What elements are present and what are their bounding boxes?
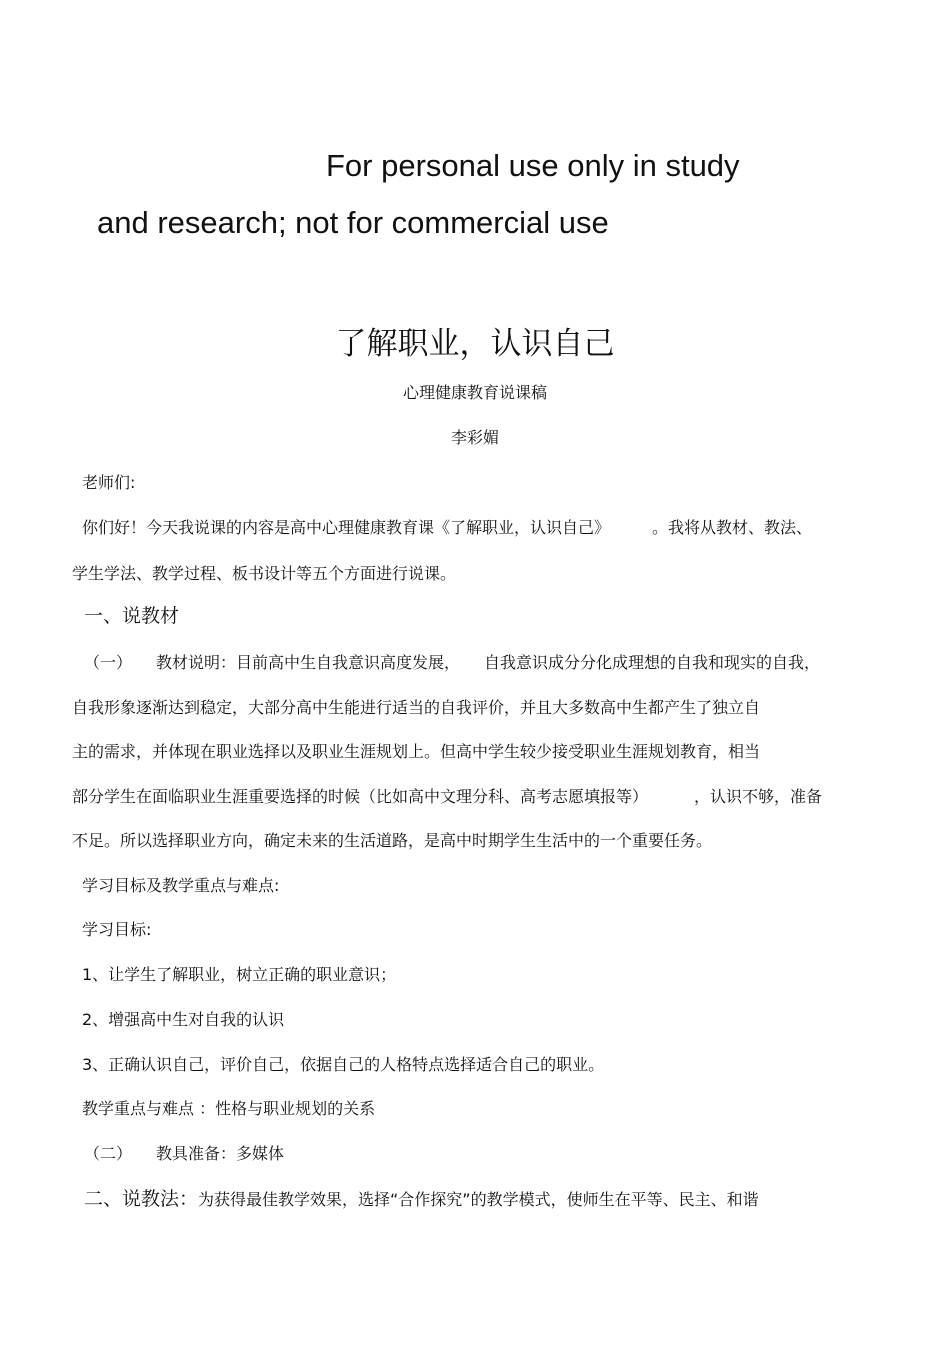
goals-heading: 学习目标及教学重点与难点: (82, 876, 280, 895)
greeting: 老师们: (82, 473, 136, 492)
intro-line-1 (82, 515, 812, 538)
item-2-marker: （二） (84, 1144, 133, 1163)
item-1-line-4-part-a: 部分学生在面临职业生涯重要选择的时候（比如高中文理分科、高考志愿填报等） (72, 787, 649, 806)
section-2-heading: 二、说教法： (84, 1188, 199, 1210)
section-1-item-1-line-5: 不足。所以选择职业方向，确定未来的生活道路，是高中时期学生生活中的一个重要任务。 (72, 831, 713, 850)
document-title: 了解职业，认识自己 (335, 326, 615, 362)
goal-item-1: 1、让学生了解职业，树立正确的职业意识； (82, 965, 397, 984)
document-subtitle: 心理健康教育说课稿 (402, 383, 547, 402)
disclaimer-line-1: For personal use only in study (326, 148, 740, 183)
goal-item-3: 3、正确认识自己，评价自己，依据自己的人格特点选择适合自己的职业。 (82, 1055, 605, 1074)
teaching-focus: 教学重点与难点 ：性格与职业规划的关系 (82, 1099, 376, 1118)
intro-line-2: 学生学法、教学过程、板书设计等五个方面进行说课。 (72, 564, 457, 583)
intro-line-1-part-a: 你们好！今天我说课的内容是高中心理健康教育课《了解职业，认识自己》 (82, 518, 611, 537)
item-2-text: 教具准备：多媒体 (156, 1144, 285, 1163)
section-1-heading: 一、说教材 (84, 605, 180, 627)
goal-item-2: 2、增强高中生对自我的认识 (82, 1010, 285, 1029)
section-1-item-1-line-3: 主的需求，并体现在职业选择以及职业生涯规划上。但高中学生较少接受职业生涯规划教育，相当 (72, 742, 761, 761)
section-1-item-1-line-2: 自我形象逐渐达到稳定，大部分高中生能进行适当的自我评价，并且大多数高中生都产生了独立自 (72, 698, 761, 717)
section-1-item-1-line-1 (84, 650, 820, 673)
section-2-line-1 (84, 1184, 759, 1211)
section-2-text: 为获得最佳教学效果，选择“合作探究”的教学模式，使师生在平等、民主、和谐 (198, 1190, 759, 1209)
item-1-line-4-part-b: ，认识不够，准备 (694, 787, 823, 806)
disclaimer-line-2: and research; not for commercial use (97, 205, 609, 240)
document-author: 李彩媚 (450, 428, 499, 447)
intro-line-1-part-b: 。我将从教材、教法、 (652, 518, 813, 537)
item-1-line-1-part-b: 自我意识成分分化成理想的自我和现实的自我， (484, 653, 821, 672)
section-1-item-1-line-4 (72, 784, 822, 807)
goals-label: 学习目标: (82, 920, 152, 939)
item-1-line-1-part-a: 教材说明：目前高中生自我意识高度发展， (156, 653, 461, 672)
section-1-item-2 (84, 1141, 284, 1164)
item-1-marker: （一） (84, 653, 133, 672)
